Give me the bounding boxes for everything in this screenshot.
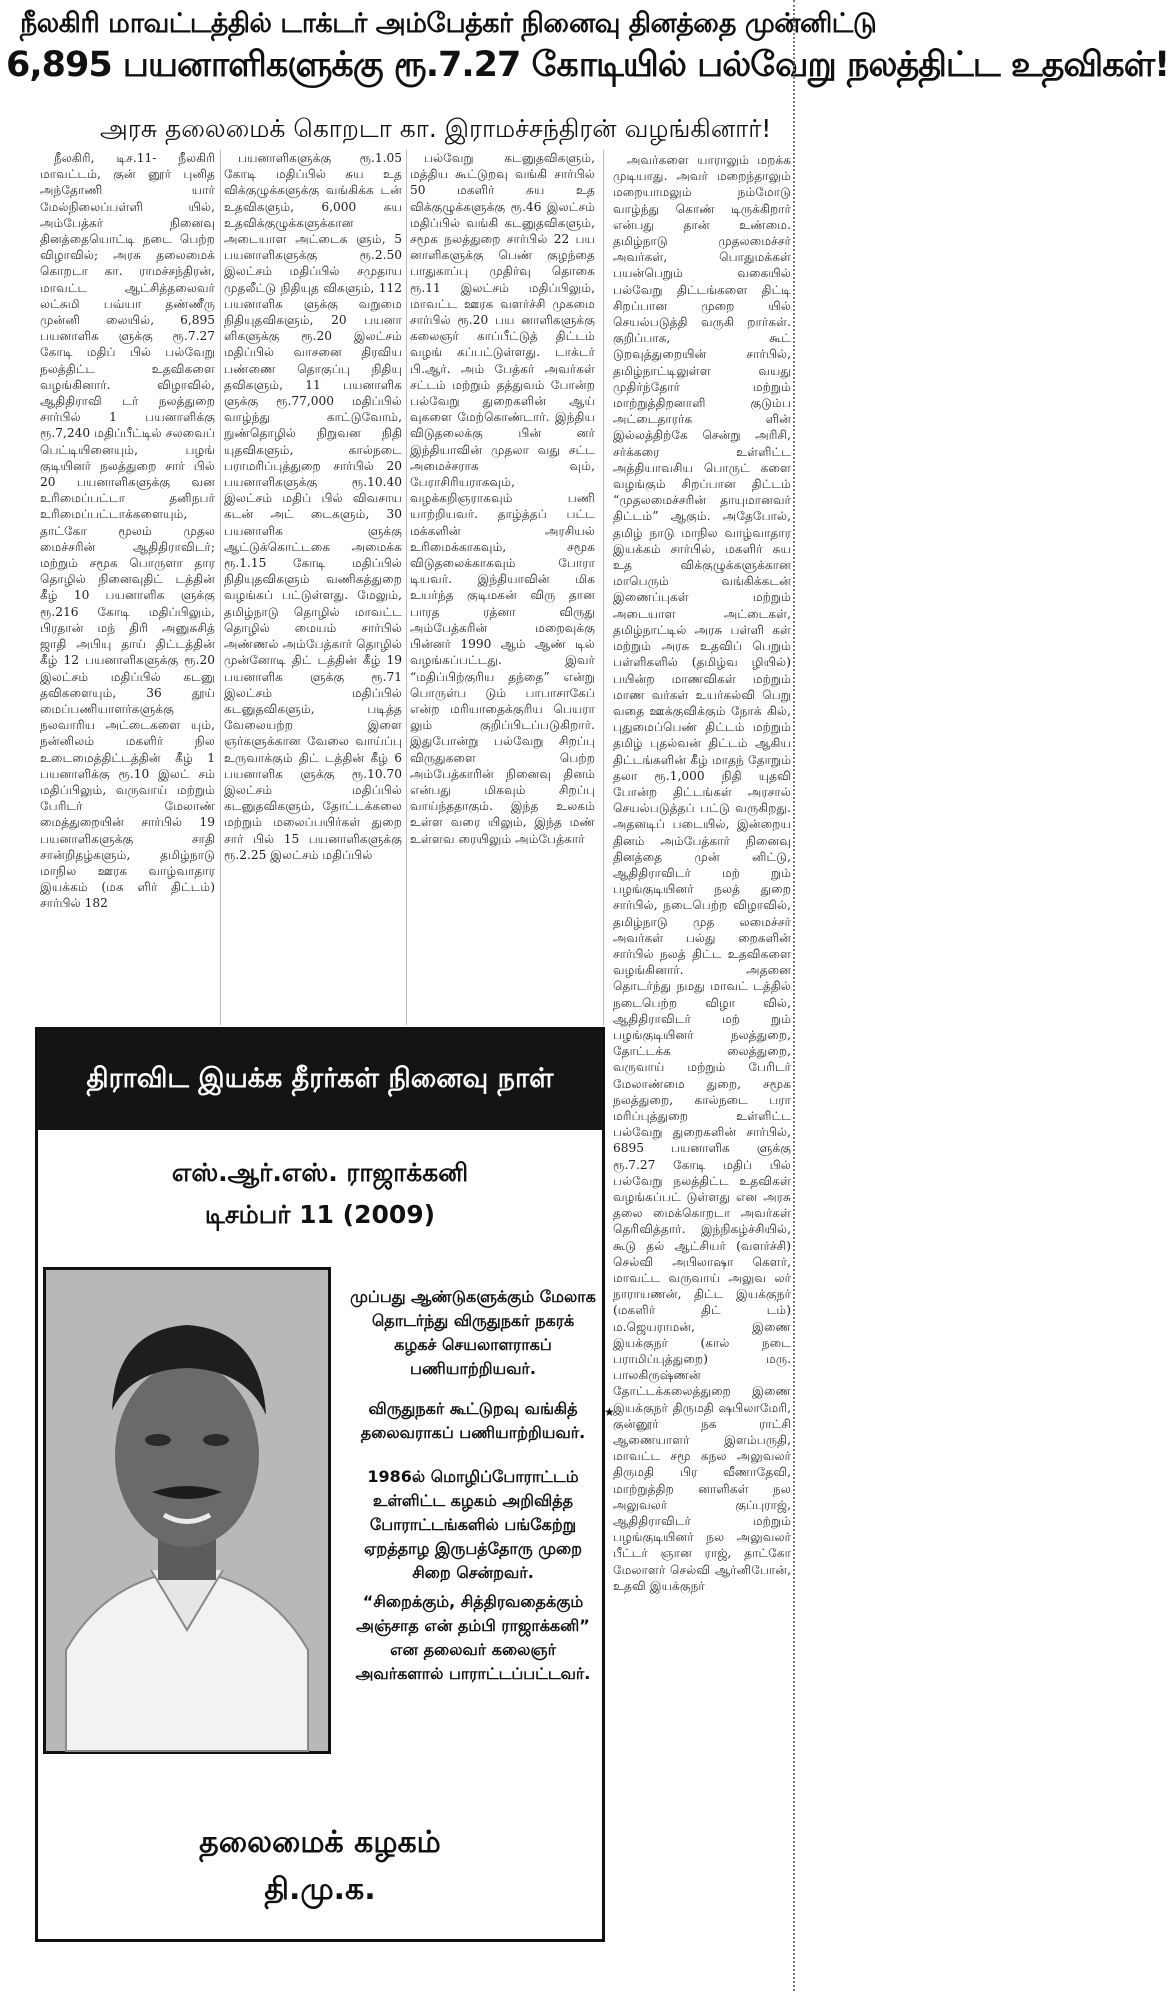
article-headline: 6,895 பயனாளிகளுக்கு ரூ.7.27 கோடியில் பல்வேறு நலத்திட்ட உதவிகள்! [6,45,1169,85]
article-subhead: அரசு தலைமைக் கொறடா கா. இராமச்சந்திரன் வழங்கினார்! [100,114,772,143]
ad-banner [38,1030,602,1130]
ad-footer-party-name: தி.மு.க. [264,1872,376,1907]
ad-banner-title: திராவிட இயக்க தீரர்கள் நினைவு நாள் [86,1062,554,1094]
article-column-3-text: பல்வேறு கடனுதவிகளும், மத்திய கூட்டுறவு வங்கி சார்பில் 50 மகளிர் சுய உத விக்குழுக்களுக்கு ரூ.46 இலட்சம் மதிப்பில் வங்கி கடனுதவிகளும், சமூக நலத்துறை சார்பில் 22 பய னாளிகளுக்கு பெண் குழந்தை பாதுகாப்பு முதிர்வு தொகை ரூ.11 இலட்சம் மதிப்பிலும், மாவட்ட ஊரக வளர்ச்சி முகமை சார்பில் ரூ.20 பய னாளிகளுக்கு கலைஞர் காப்பீட்டுத் திட்டம் வழங் கப்பட்டுள்ளது. டாக்டர் பி.ஆர். அம் பேத்கர் அவர்கள் சட்டம் மற்றும் தத்துவம் போன்ற பல்வேறு துறைகளின் ஆய் வுகளை மேற்கொண்டார். இந்திய விடுதலைக்கு பின் னர் இந்தியாவின் முதலா வது சட்ட அமைச்சராக வும், பேராசிரியராகவும், வழக்கறிஞராகவும் பணி யாற்றியவர். தாழ்த்தப் பட்ட மக்களின் அரசியல் உரிமைக்காகவும், சமூக விடுதலைக்காகவும் போரா டியவர். இந்தியாவின் மிக உயர்ந்த குடிமகன் விரு தான பாரத ரத்னா விருது அம்பேத்கரின் மறைவுக்கு பின்னர் 1990 ஆம் ஆண் டில் வழங்கப்பட்டது. இவர் “மதிப்பிற்குரிய தந்தை” என்று பொருள்ப டும் பாபாசாகேப் என்ற மரியாதைக்குரிய பெயரா லும் குறிப்பிடப்படுகிறார். இதுபோன்று பல்வேறு சிறப்பு விருதுகளை பெற்ற அம்பேத்காரின் நினைவு தினம் என்பது மிகவும் சிறப்பு வாய்ந்ததாகும். இந்த உலகம் உள்ள வரை யிலும், இந்த மண் உள்ளவ ரையிலும் அம்பேத்கார் [410,151,595,846]
article-column-4 [613,152,791,1982]
ad-tribute-4: “சிறைக்கும், சித்திரவதைக்கும் அஞ்சாத என் தம்பி ராஜாக்கனி” என தலைவர் கலைஞர் அவர்களால் பாராட்டப்பட்டவர். [355,1592,591,1683]
column-rule [603,150,604,1025]
ad-footer-party-hq: தலைமைக் கழகம் [199,1825,441,1860]
portrait-illustration [46,1270,328,1751]
ad-memorial-date: டிசம்பர் 11 (2009) [204,1200,436,1229]
article-column-3 [410,150,595,1025]
memorial-advertisement [35,1027,605,1942]
article-column-2-text: பயனாளிகளுக்கு ரூ.1.05 கோடி மதிப்பில் சுய உத விக்குழுக்களுக்கு வங்கிக்க டன் உதவிகளும், 6,000 சுய உதவிக்குழுக்களுக்கான அடையாள அட்டைக ளும், 5 பயனாளிகளுக்கு ரூ.2.50 இலட்சம் மதிப்பில் சமுதாய முதலீட்டு நிதியுத விகளும், 112 பயனாளிக ளுக்கு வறுமை நிதியுதவிகளும், 20 பயனா ளிகளுக்கு ரூ.20 இலட்சம் மதிப்பில் வாசனை திரவிய பண்ணை தொகுப்பு நிதியு தவிகளும், 11 பயனாளிக ளுக்கு ரூ.77,000 மதிப்பில் வாழ்ந்து காட்டுவோம், நுண்தொழில் நிறுவன நிதி யுதவிகளும், கால்நடை பராமரிப்புத்துறை சார்பில் 20 பயனாளிகளுக்கு ரூ.10.40 இலட்சம் மதிப் பில் விவசாய கடன் அட் டைகளும், 30 பயனாளிக ளுக்கு ஆட்டுக்கொட்டகை அமைக்க ரூ.1.15 கோடி மதிப்பில் நிதியுதவிகளும் வணிகத்துறை வழங்கப் பட்டுள்ளது. மேலும், தமிழ்நாடு தொழில் மாவட்ட தொழில் மையம் சார்பில் அண்ணல் அம்பேத்கார் தொழில் முன்னோடி திட் டத்தின் கீழ் 19 பயனாளிக ளுக்கு ரூ.71 இலட்சம் மதிப்பில் கடனுதவிகளும், படித்த வேலையற்ற இளை ஞர்களுக்கான வேலை வாய்ப்பு உருவாக்கும் திட் டத்தின் கீழ் 6 பயனாளிக ளுக்கு ரூ.10.70 இலட்சம் மதிப்பில் கடனுதவிகளும், தோட்டக்கலை மற்றும் மலைப்பயிர்கள் துறை சார் பில் 15 பயனாளிகளுக்கு ரூ.2.25 இலட்சம் மதிப்பில் [224,151,402,862]
ad-person-name: எஸ்.ஆர்.எஸ். ராஜாக்கனி [171,1158,469,1187]
article-column-2 [224,150,402,1025]
article-kicker: நீலகிரி மாவட்டத்தில் டாக்டர் அம்பேத்கர் நினைவு தினத்தை முன்னிட்டு [20,8,877,39]
column-rule [220,150,221,1025]
ad-tribute-2: விருதுநகர் கூட்டுறவு வங்கித் தலைவராகப் பணியாற்றியவர். [360,1399,586,1442]
portrait-photo [43,1267,331,1754]
article-column-1-text: நீலகிரி, டிச.11- நீலகிரி மாவட்டம், குன் னூர் புனித அந்தோணி யார் மேல்நிலைப்பள்ளி யில், அம்பேத்கர் நினைவு தினத்தையொட்டி நடை பெற்ற விழாவில்; அரசு தலைமைக் கொறடா கா. ராமச்சந்திரன், மாவட்ட ஆட்சித்தலைவர் லட்சுமி பவ்யா தண்ணீரு முன்னி லையில், 6,895 பயனாளிக ளுக்கு ரூ.7.27 கோடி மதிப் பில் பல்வேறு நலத்திட்ட உதவிகளை வழங்கினார். விழாவில், ஆதிதிராவி டர் நலத்துறை சார்பில் 1 பயனாளிக்கு ரூ.7,240 மதிப்பீட்டில் சலவைப் பெட்டியினையும், பழங் குடியினர் நலத்துறை சார் பில் 20 பயனாளிகளுக்கு வன உரிமைப்பட்டா தனிநபர் உரிமைப்பட்டாக்களையும், தாட்கோ மூலம் முதல மைச்சரின் ஆதிதிராவிடர்; மற்றும் சமூக பொருளா தார தொழில் நினைவுதிட் டத்தின் கீழ் 10 பயனாளிக ளுக்கு ரூ.216 கோடி மதிப்பிலும், பிரதான் மந் திரி அனுசுசித் ஜாதி அபியு தாய் திட்டத்தின் கீழ் 12 பயனாளிகளுக்கு ரூ.20 இலட்சம் மதிப்பில் கடனு தவிகளையும், 36 தூய் மைப்பணியாளர்களுக்கு நலவாரிய அட்டைகளை யும், நன்னிலம் மகளிர் நில உடைமைத்திட்டத்தின் கீழ் 1 பயனாளிக்கு ரூ.10 இலட் சம் மதிப்பிலும், வருவாய் மற்றும் பேரிடர் மேலாண் மைத்துறையின் சார்பில் 19 பயனாளிகளுக்கு சாதி சான்றிதழ்களும், தமிழ்நாடு மாநில ஊரக வாழ்வாதார இயக்கம் (மக ளிர் திட்டம்) சார்பில் 182 [40,151,215,911]
column-dotted-separator [793,0,795,1991]
ad-tribute-1: முப்பது ஆண்டுகளுக்கும் மேலாக தொடர்ந்து விருதுநகர் நகரக் கழகச் செயலாளராகப் பணியாற்றியவர். [350,1287,596,1378]
article-column-4-text: அவர்களை யாராலும் மறக்க முடியாது. அவர் மறைந்தாலும் மறையாமலும் நம்மோடு வாழ்ந்து கொண் டிருக்கிறார் என்பது தான் உண்மை. தமிழ்நாடு முதலமைச்சர் அவர்கள், பொதுமக்கள் பயன்பெறும் வகையில் பல்வேறு திட்டங்களை திட்டி சிறப்பான முறை யில் செயல்படுத்தி வருகி றார்கள். குறிப்பாக, கூட் டுறவுத்துறையின் சார்பில், தமிழ்நாட்டிலுள்ள வயது முதிர்ந்தோர் மற்றும் மாற்றுத்திறனாளி குடும்ப அட்டைதாரர்க ளின் இல்லத்திற்கே சென்று அரிசி, சர்க்கரை உள்ளிட்ட அத்தியாவசிய பொருட் களை வழங்கும் சிறப்பான திட்டம் “முதலமைச்சரின் தாயுமானவர் திட்டம்” ஆகும். அதேபோல், தமிழ் நாடு மாநில வாழ்வாதார இயக்கம் சார்பில், மகளிர் சுய உத விக்குழுக்களுக்கான மாபெரும் வங்கிக்கடன் இணைப்புகள் மற்றும் அடையாள அட்டைகள், தமிழ்நாட்டில் அரசு பள்ளி கள் மற்றும் அரசு உதவிப் பெறும் பள்ளிகளில் (தமிழ்வ ழியில்) பயின்ற மாணவிகள் மற்றும் மாண வர்கள் உயர்கல்வி பெறு வதை ஊக்குவிக்கும் நோக் கில், புதுமைப்பெண் திட்டம் மற்றும் தமிழ் புதல்வன் திட்டம் ஆகிய திட்டங்களின் கீழ் மாதந் தோறும் தலா ரூ.1,000 நிதி யுதவி போன்ற திட்டங்கள் அரசால் செயல்படுத்தப் பட்டு வருகிறது. அதனடிப் படையில், இன்றைய தினம் அம்பேத்கார் நினைவு தினத்தை முன் னிட்டு, ஆதிதிராவிடர் மற் றும் பழங்குடியினர் நலத் துறை சார்பில், நடைபெற்ற விழாவில், தமிழ்நாடு முத லமைச்சர் அவர்கள் பல்து றைகளின் சார்பில் நலத் திட்ட உதவிகளை வழங்கினார். அதனை தொடர்ந்து நமது மாவட் டத்தில் நடைபெற்ற விழா வில், ஆதிதிராவிடர் மற் றும் பழங்குடியினர் நலத்துறை, தோட்டக்க லைத்துறை, வருவாய் மற்றும் பேரிடர் மேலாண்மை துறை, சமூக நலத்துறை, கால்நடை பரா மரிப்புத்துறை உள்ளிட்ட பல்வேறு துறைகளின் சார்பில், 6895 பயனாளிக ளுக்கு ரூ.7.27 கோடி மதிப் பில் பல்வேறு நலத்திட்ட உதவிகள் வழங்கப்பட் டுள்ளது என அரசு தலை மைக்கொறடா அவர்கள் தெரிவித்தார். இந்நிகழ்ச்சியில், கூடு தல் ஆட்சியர் (வளர்ச்சி) செல்வி அபிலாஷா கௌர், மாவட்ட வருவாய் அலுவ லர் நாராயணன், திட்ட இயக்குநர் (மகளிர் திட் டம்) ம.ஜெயராமன், இணை இயக்குநர் (கால் நடை பராமிப்புத்துறை) மரு. பாலகிருஷ்ணன் தோட்டக்கலைத்துறை இணை இயக்குநர் திருமதி ஷபிலாமேரி, குன்னூர் நக ராட்சி ஆணையாளர் இளம்பருதி, மாவட்ட சமூ கநல அலுவலர் திருமதி பிர வீணாதேவி, மாற்றுத்திற னாளிகள் நல அலுவலர் குப்புராஜ், ஆதிதிராவிடர் மற்றும் பழங்குடியினர் நல அலுவலர் பீட்டர் ஞான ராஜ், தாட்கோ மேலாளர் செல்வி ஆர்னிபோன், உதவி இயக்குநர் [613,153,791,1593]
ad-tribute-3: 1986ல் மொழிப்போராட்டம் உள்ளிட்ட கழகம் அறிவித்த போராட்டங்களில் பங்கேற்று ஏறத்தாழ இருபத்தோரு முறை சிறை சென்றவர். [363,1467,583,1582]
article-column-1 [40,150,215,1025]
star-glyph: ★ [604,1405,615,1419]
column-rule [406,150,407,1025]
